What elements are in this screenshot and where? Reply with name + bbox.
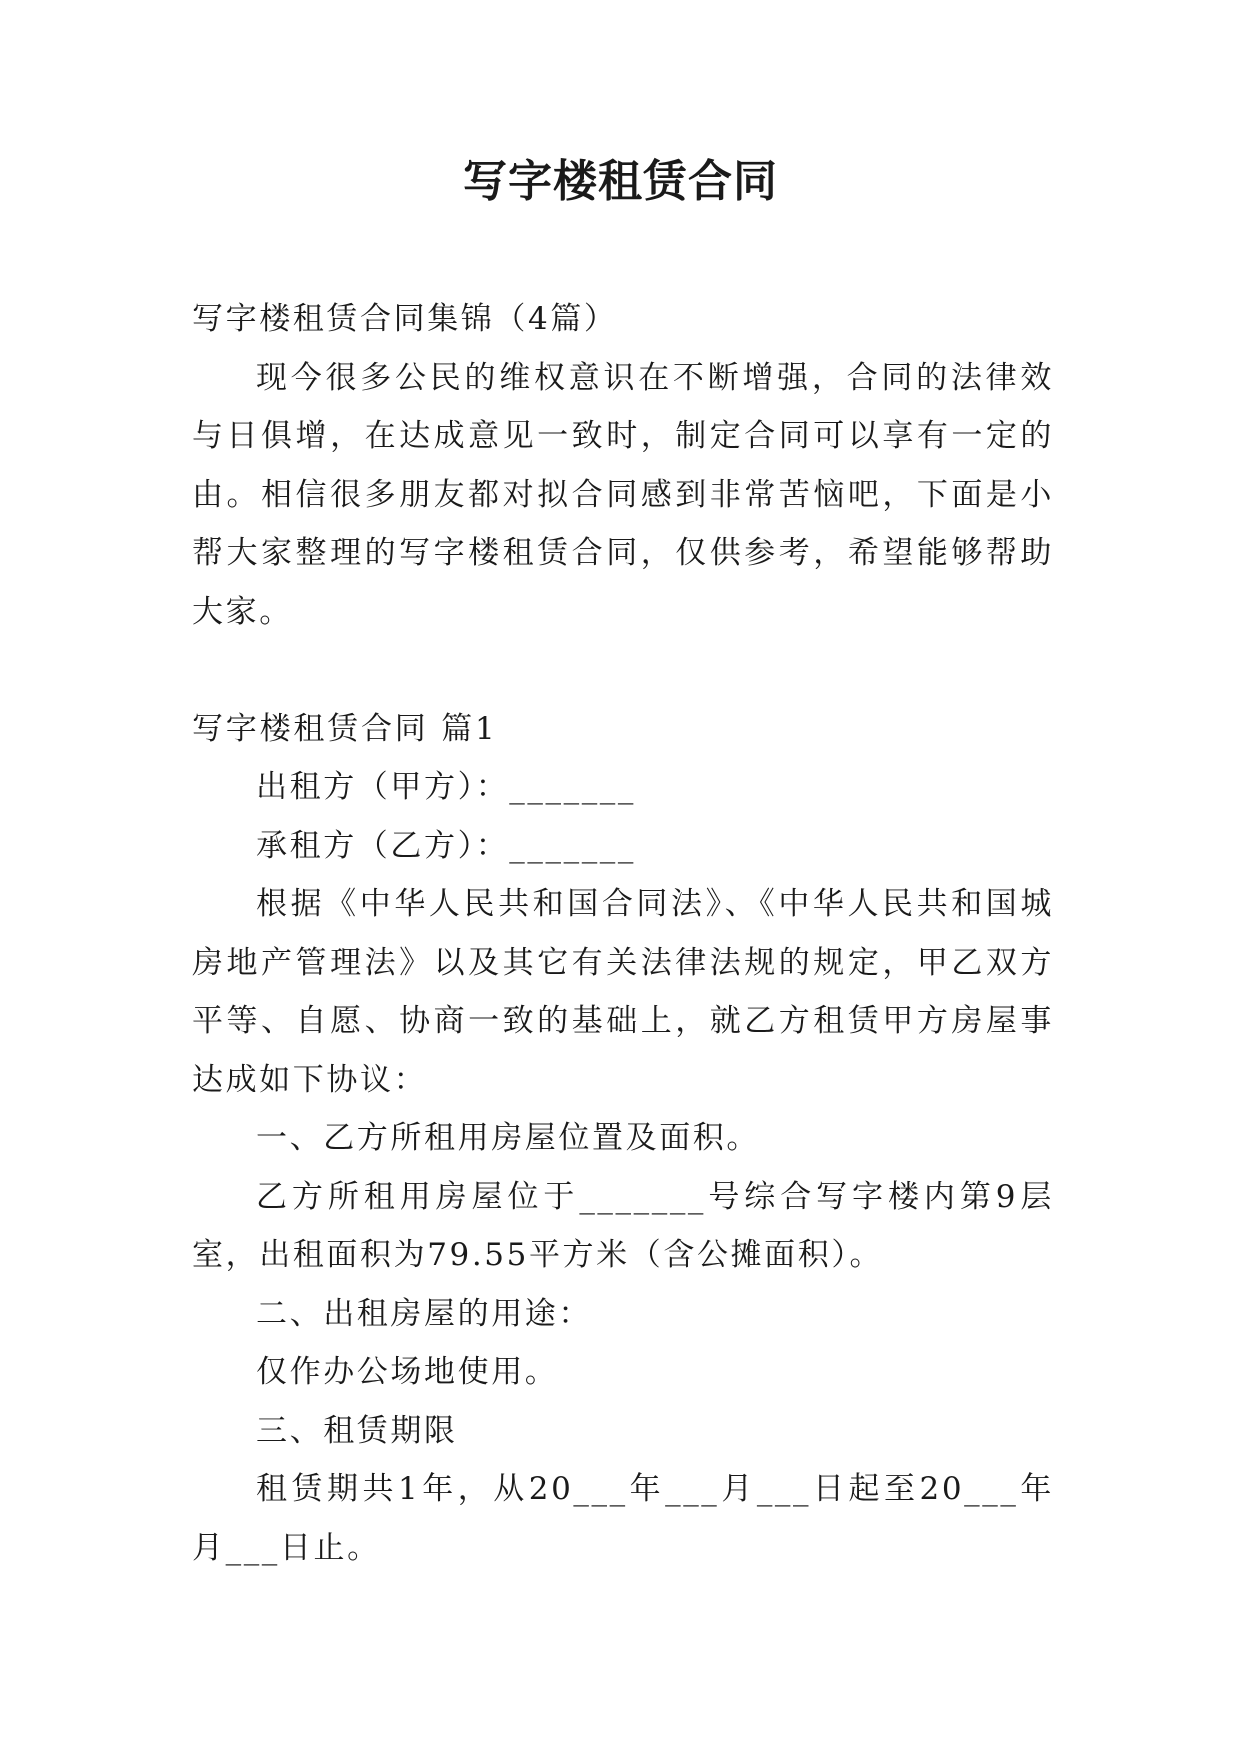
body-line: 大家。 (192, 593, 293, 630)
body-line: 达成如下协议： (192, 1061, 428, 1098)
clause-heading: 三、租赁期限 (256, 1412, 458, 1449)
body-line: 根据《中华人民共和国合同法》、《中华人民共和国城 (256, 886, 1054, 922)
body-line: 出租方（甲方）：_______ (256, 769, 636, 805)
section-heading: 写字楼租赁合同 篇1 (192, 710, 498, 747)
body-line: 租赁期共1年，从20___年___月___日起至20___年 (256, 1471, 1054, 1507)
clause-heading: 二、出租房屋的用途： (256, 1295, 592, 1332)
body-line: 月___日止。 (192, 1529, 381, 1566)
blank-line (192, 641, 1054, 700)
document-body (192, 290, 1054, 1577)
body-line: 与日俱增，在达成意见一致时，制定合同可以享有一定的 (192, 418, 1054, 454)
body-line: 承租方（乙方）：_______ (256, 827, 636, 864)
body-line: 房地产管理法》以及其它有关法律法规的规定，甲乙双方 (192, 944, 1054, 981)
document-title: 写字楼租赁合同 (463, 156, 778, 207)
body-line: 现今很多公民的维权意识在不断增强，合同的法律效 (256, 359, 1054, 396)
body-line: 仅作办公场地使用。 (256, 1354, 559, 1390)
clause-heading: 一、乙方所租用房屋位置及面积。 (256, 1120, 760, 1156)
body-line: 室，出租面积为79.55平方米（含公摊面积）。 (192, 1237, 884, 1273)
body-line: 平等、自愿、协商一致的基础上，就乙方租赁甲方房屋事 (192, 1003, 1054, 1039)
body-line: 乙方所租用房屋位于_______号综合写字楼内第9层 (256, 1178, 1054, 1215)
body-line: 帮大家整理的写字楼租赁合同，仅供参考，希望能够帮助 (192, 535, 1054, 571)
body-line: 写字楼租赁合同集锦（4篇） (192, 301, 618, 337)
body-line: 由。相信很多朋友都对拟合同感到非常苦恼吧，下面是小 (192, 476, 1054, 513)
